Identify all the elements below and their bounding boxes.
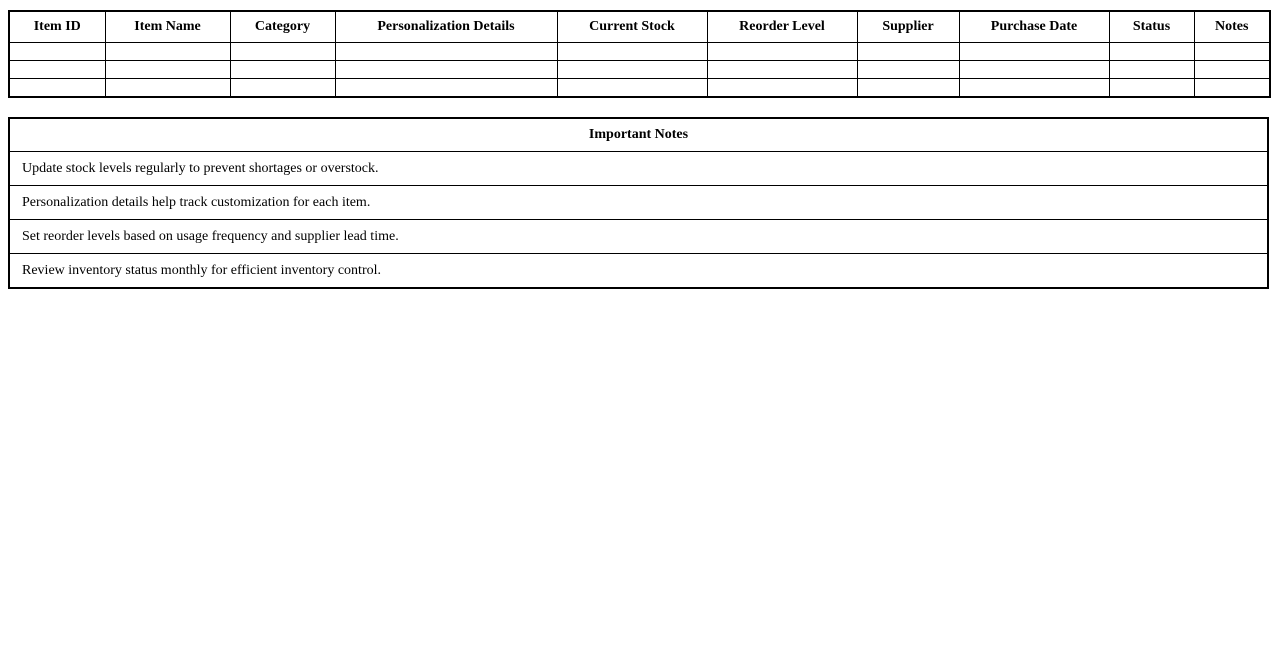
table-cell[interactable] — [557, 61, 707, 79]
table-cell[interactable] — [857, 43, 959, 61]
document-page — [0, 10, 1278, 650]
column-header-item-id: Item ID — [9, 11, 105, 43]
table-cell[interactable] — [335, 43, 557, 61]
note-text: Set reorder levels based on usage frequency and supplier lead time. — [9, 220, 1268, 254]
table-cell[interactable] — [557, 79, 707, 98]
table-cell[interactable] — [557, 43, 707, 61]
note-row — [9, 220, 1268, 254]
column-header-category: Category — [230, 11, 335, 43]
table-cell[interactable] — [857, 79, 959, 98]
table-cell[interactable] — [1109, 43, 1194, 61]
table-cell[interactable] — [707, 43, 857, 61]
table-cell[interactable] — [707, 61, 857, 79]
table-cell[interactable] — [9, 43, 105, 61]
table-cell[interactable] — [1194, 79, 1270, 98]
table-cell[interactable] — [1109, 61, 1194, 79]
important-notes-header-row — [9, 118, 1268, 152]
table-cell[interactable] — [105, 79, 230, 98]
column-header-item-name: Item Name — [105, 11, 230, 43]
table-cell[interactable] — [959, 79, 1109, 98]
note-text: Review inventory status monthly for efficient inventory control. — [9, 254, 1268, 289]
column-header-current-stock: Current Stock — [557, 11, 707, 43]
table-cell[interactable] — [1109, 79, 1194, 98]
note-text: Personalization details help track customization for each item. — [9, 186, 1268, 220]
table-cell[interactable] — [959, 43, 1109, 61]
note-text: Update stock levels regularly to prevent shortages or overstock. — [9, 152, 1268, 186]
inventory-empty-row — [9, 61, 1270, 79]
table-cell[interactable] — [335, 61, 557, 79]
table-cell[interactable] — [959, 61, 1109, 79]
table-cell[interactable] — [1194, 61, 1270, 79]
column-header-status: Status — [1109, 11, 1194, 43]
table-cell[interactable] — [335, 79, 557, 98]
table-cell[interactable] — [105, 61, 230, 79]
important-notes-title: Important Notes — [9, 118, 1268, 152]
table-cell[interactable] — [230, 61, 335, 79]
column-header-purchase-date: Purchase Date — [959, 11, 1109, 43]
table-cell[interactable] — [707, 79, 857, 98]
table-cell[interactable] — [230, 43, 335, 61]
inventory-empty-row — [9, 43, 1270, 61]
column-header-notes: Notes — [1194, 11, 1270, 43]
table-cell[interactable] — [9, 79, 105, 98]
table-cell[interactable] — [105, 43, 230, 61]
column-header-supplier: Supplier — [857, 11, 959, 43]
table-cell[interactable] — [230, 79, 335, 98]
table-cell[interactable] — [857, 61, 959, 79]
table-cell[interactable] — [1194, 43, 1270, 61]
column-header-reorder-level: Reorder Level — [707, 11, 857, 43]
important-notes-table — [8, 117, 1269, 289]
inventory-header-row — [9, 11, 1270, 43]
inventory-empty-row — [9, 79, 1270, 98]
note-row — [9, 152, 1268, 186]
column-header-personalization-details: Personalization Details — [335, 11, 557, 43]
table-cell[interactable] — [9, 61, 105, 79]
note-row — [9, 186, 1268, 220]
inventory-table — [8, 10, 1271, 98]
note-row — [9, 254, 1268, 289]
